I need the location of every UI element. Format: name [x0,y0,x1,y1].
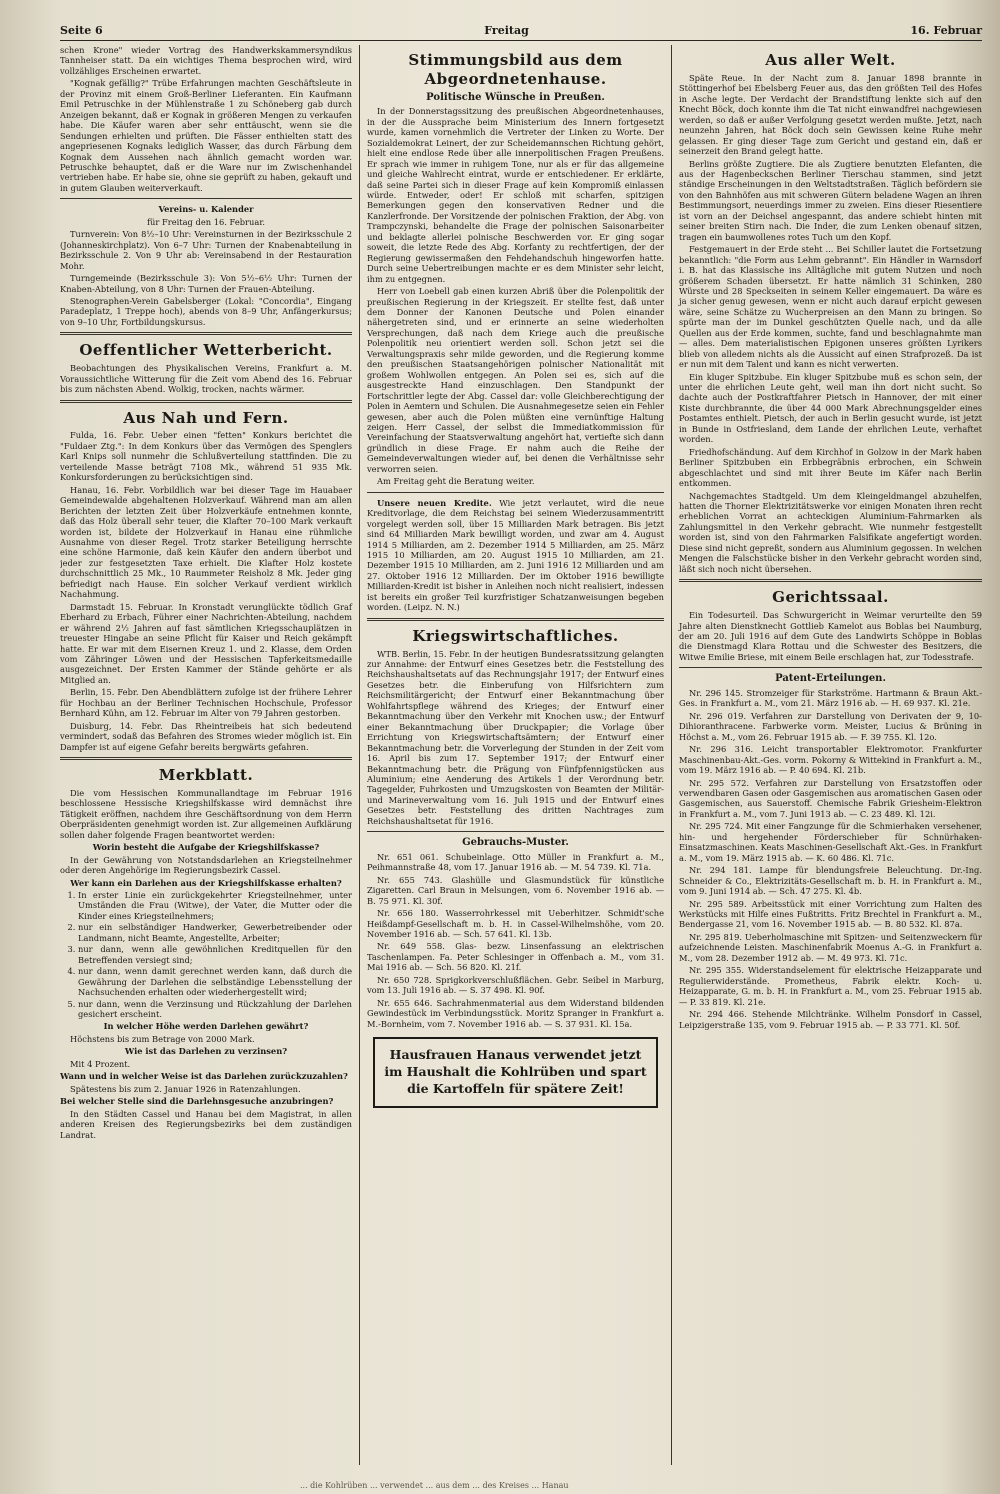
article-text: In der Donnerstagssitzung des preußischen Abgeordnetenhauses, in der die Aussprache beim Ministerium des Innern fortgesetzt wurde, kamen vornehmlich die Vertreter der Linken zu Worte. Der Sozialdemokrat Leinert, der zur Scheidemannschen Richtung gehört, hielt eine endlose Rede über alle innerpolitischen Fragen Preußens. Er sprach wie immer in ruhigem Tone, nur als er für das allgemeine und gleiche Wahlrecht eintrat, wurde er entschiedener. Er erklärte, daß seine Partei sich in dieser Frage auf kein Kompromiß einlassen würde. Entweder, oder! Er schloß mit scharfen, spitzigen Bemerkungen gegen den konservativen Redner und die Kanzlerfronde. Der Vorsitzende der polnischen Fraktion, der Abg. von Trampczynski, behandelte die Frage der polnischen Saisonarbeiter und beklagte allerlei polnische Beschwerden vor. Er ging sogar soweit, die letzte Rede des Abg. Korfanty zu rechtfertigen, der der Regierung gewissermaßen den Fehdehandschuh hingeworfen hatte. Durch seine Uebertreibungen machte er es dem Minister sehr leicht, ihm zu entgegnen. [367,106,664,284]
calendar-title: Vereins- u. Kalender [158,204,254,215]
merkblatt-question: Wer kann ein Darlehen aus der Kriegshilfskasse erhalten? [70,877,342,888]
patent-entry: Nr. 295 355. Widerstandselement für elektrische Heizapparate und Regulierwiderstände. Prometheus, Fabrik elektr. Koch- u. Heizapparate, G. m. b. H. in Frankfurt a. M., vom 25. Februar 1915 ab. — P. 33 819. Kl. 21e. [679,965,982,1007]
patent-entry: Nr. 294 181. Lampe für blendungsfreie Beleuchtung. Dr.-Ing. Schneider & Co., Elektrizitäts-Gesellschaft m. b. H. in Frankfurt a. M., vom 9. Juni 1914 ab. — Sch. 47 275. Kl. 4b. [679,865,982,897]
gebrauchsmuster-entry: Nr. 655 743. Glashülle und Glasmundstück für künstliche Zigaretten. Carl Braun in Melsungen, vom 6. November 1916 ab. — B. 75 971. Kl. 30f. [367,874,664,906]
calendar-entry: Stenographen-Verein Gabelsberger (Lokal: "Concordia", Eingang Paradeplatz, 1 Treppe hoch), abends von 8–9 Uhr, Anfängerkursus; von 9–10 Uhr, Fortbildungskursus. [60,295,352,327]
header-page-number: Seite 6 [60,24,103,37]
patent-entry: Nr. 295 724. Mit einer Fangzunge für die Schmierhaken versehener, hin- und hergehender Förderschieber für Schnürhaken-Einsatzmaschinen. Keats Maschinen-Gesellschaft Akt.-Ges. in Frankfurt a. M., vom 19. März 1915 ab. — K. 60 486. Kl. 71c. [679,821,982,863]
news-item: Berlin, 15. Febr. Den Abendblättern zufolge ist der frühere Lehrer für Hochbau an der Berliner Technischen Hochschule, Professor Bernhard Kühn, am 12. Februar im Alter von 79 Jahren gestorben. [60,687,352,719]
list-item: 5. nur dann, wenn die Verzinsung und Rückzahlung der Darlehen gesichert erscheint. [78,999,352,1020]
news-item: Späte Reue. In der Nacht zum 8. Januar 1898 brannte in Stöttingerhof bei Ebelsberg Feuer aus, das den größten Teil des Hofes in Asche legte. Der Verdacht der Brandstiftung lenkte sich auf den Knecht Böck, doch konnte ihm die Tat nicht einwandfrei nachgewiesen werden, so daß er außer Verfolgung gesetzt werden mußte. Jetzt, nach neunzehn Jahren, hat Böck doch sein Gewissen keine Ruhe mehr gelassen. Er ging dieser Tage zum Gericht und gestand ein, daß er seinerzeit den Brand gelegt hatte. [679,72,982,157]
divider [679,579,982,582]
news-item: Ein kluger Spitzbube. Ein kluger Spitzbube muß es schon sein, der unter die ehrlichen Leute geht, weil man ihn dort nicht sucht. So dachte auch der Postkraftfahrer Pietsch in Hannover, der mit einer Kiste durchbrannte, die über 44 000 Mark Abrechnungsgelder eines Postamtes enthielt. Pietsch, der auch in Berlin gesucht wurde, ist jetzt in Bunde in Ostfriesland, dem Lande der ehrlichen Leute, verhaftet worden. [679,371,982,445]
column-3 [672,45,982,1465]
news-item: Ein Todesurteil. Das Schwurgericht in Weimar verurteilte den 59 Jahre alten Dienstknecht Gottlieb Kamelot aus Boblas bei Naumburg, der am 20. Juli 1916 auf dem Gute des Landwirts Schöppe in Boblas die Dienstmagd Klara Rottau und die Schwester des Besitzers, die Witwe Emilie Briese, mit einem Beile erschlagen hat, zur Todesstrafe. [679,610,982,662]
article-body: Wie jetzt verlautet, wird die neue Kreditvorlage, die dem Reichstag bei seinem Wiederzusammentritt vorgelegt werden soll, über 15 Milliarden Mark betragen. Bis jetzt sind 64 Milliarden Mark bewilligt worden, und zwar am 4. August 1914 5 Milliarden, am 2. Dezember 1914 5 Milliarden, am 25. März 1915 10 Milliarden, am 20. August 1915 10 Milliarden, am 21. Dezember 1915 10 Milliarden, am 2. Juni 1916 12 Milliarden und am 27. Oktober 1916 12 Milliarden. Der im Oktober 1916 bewilligte Milliarden-Kredit ist bisher in Anleihen noch nicht realisiert, indessen ist bereits ein großer Teil kurzfristiger Schatzanweisungen begeben worden. (Leipz. N. N.) [367,497,665,613]
divider [367,618,664,621]
merkblatt-question: Bei welcher Stelle sind die Darlehnsgesuche anzubringen? [60,1096,334,1107]
merkblatt-answer: Höchstens bis zum Betrage von 2000 Mark. [70,1033,255,1044]
patent-entry: Nr. 295 572. Verfahren zur Darstellung von Ersatzstoffen oder verwendbaren Gasen oder Gasgemischen aus aromatischen Gasen oder Gasgemischen, aus Sauerstoff. Chemische Fabrik Griesheim-Elektron in Frankfurt a. M., vom 7. Juni 1913 ab. — C. 23 489. Kl. 12i. [679,777,982,819]
article-text: Herr von Loebell gab einen kurzen Abriß über die Polenpolitik der preußischen Regierung in der Kriegszeit. Er stellte fest, daß unter dem Donner der Kanonen Deutsche und Polen einander nähergetreten sind, und er erinnerte an seine wiederholten Versprechungen, daß nach dem Kriege auch die preußische Polenpolitik neu orientiert werden soll. Schon jetzt sei die Verwaltungspraxis sehr milde geworden, und die Regierung komme den preußischen Staatsangehörigen polnischer Nationalität mit großem Wohlwollen entgegen. An Polen sei es, sich auf die ausgestreckte Hand einzuschlagen. Den Standpunkt der Fortschrittler legte der Abg. Cassel dar: volle Gleichberechtigung der Polen in Aemtern und Schulen. Die Ausnahmegesetze seien ein Fehler gewesen, aber auch die Polen müßten eine vernünftige Haltung zeigen. Herr Cassel, der selbst die Immediatkommission für Vereinfachung der Staatsverwaltung angehört hat, vertiefte sich dann gründlich in diese Frage. Er nahm auch die Reihe der Gemeindeverwaltungen wieder auf, bei denen die Verhältnisse sehr verworren seien. [367,286,664,474]
header-date: 16. Februar [910,24,982,37]
gebrauchsmuster-heading: Gebrauchs-Muster. [462,837,569,849]
column-1 [60,45,360,1465]
section-heading-aus-aller-welt: Aus aller Welt. [765,51,896,69]
patent-heading: Patent-Erteilungen. [775,673,886,685]
divider [60,332,352,335]
merkblatt-intro: Die vom Hessischen Kommunallandtage im Februar 1916 beschlossene Hessische Kriegshilfskasse wird demnächst ihre Tätigkeit eröffnen, nachdem ihre Geschäftsordnung von dem Herrn Oberpräsidenten genehmigt worden ist. Zur allgemeinen Aufklärung sollen daher folgende Fragen beantwortet werden: [60,787,352,840]
section-heading-gerichtssaal: Gerichtssaal. [772,588,889,607]
section-heading-kriegswirtschaft: Kriegswirtschaftliches. [412,626,619,645]
patent-entry: Nr. 296 145. Stromzeiger für Starkströme. Hartmann & Braun Akt.-Ges. in Frankfurt a. M., vom 21. März 1916 ab. — H. 69 937. Kl. 21e. [679,687,982,709]
news-item: Darmstadt 15. Februar. In Kronstadt verunglückte tödlich Graf Eberhard zu Erbach, Führer einer Nachrichten-Abteilung, nachdem er während 2½ Jahren auf fast sämtlichen Kriegsschauplätzen in treuester Hingabe an seine Pflicht für Kaiser und Reich gekämpft hatte. Er war mit dem Eisernen Kreuz 1. und 2. Klasse, dem Orden vom Zähringer Löwen und der Hessischen Tapferkeitsmedaille ausgezeichnet. Der Ersten Kammer der Stände gehörte er als Mitglied an. [60,601,352,685]
merkblatt-question: Worin besteht die Aufgabe der Kriegshilfskasse? [92,842,320,853]
merkblatt-question: In welcher Höhe werden Darlehen gewährt? [103,1021,309,1032]
calendar-entry: Turnverein: Von 8½–10 Uhr: Vereinsturnen in der Bezirksschule 2 (Johanneskirchplatz). Von 6–7 Uhr: Turnen der Knabenabteilung in Bezirksschule 2. Von 9 Uhr ab: Vereinsabend in der Restauration Mohr. [60,229,352,271]
patent-entry: Nr. 296 316. Leicht transportabler Elektromotor. Frankfurter Maschinenbau-Akt.-Ges. vorm. Pokorny & Wittekind in Frankfurt a. M., vom 19. März 1916 ab. — P. 40 694. Kl. 21b. [679,744,982,776]
news-item: Fulda, 16. Febr. Ueber einen "fetten" Konkurs berichtet die "Fuldaer Ztg.": In dem Konkurs über das Vermögen des Spenglers Karl Knips soll nunmehr die Schlußverteilung stattfinden. Die zu verteilende Masse beträgt 7108 Mk., während 51 935 Mk. Konkursforderungen zu berücksichtigen sind. [60,430,352,483]
gebrauchsmuster-entry: Nr. 655 646. Sachrahmenmaterial aus dem Widerstand bildenden Gewindestück im Verbindungsstück. Moritz Spranger in Frankfurt a. M.-Bornheim, vom 7. November 1916 ab. — S. 37 931. Kl. 15a. [367,997,664,1029]
merkblatt-question: Wie ist das Darlehen zu verzinsen? [124,1046,288,1057]
patent-entry: Nr. 295 589. Arbeitsstück mit einer Vorrichtung zum Halten des Werkstücks mit Hilfe eines Fußtritts. Fritz Brechtel in Frankfurt a. M., Bendergasse 21, vom 16. November 1915 ab. — B. 80 532. Kl. 87a. [679,898,982,930]
header-weekday: Freitag [484,24,529,37]
article-text: WTB. Berlin, 15. Febr. In der heutigen Bundesratssitzung gelangten zur Annahme: der Entwurf eines Gesetzes betr. die Feststellung des Reichshaushaltsetats auf das Rechnungsjahr 1917; der Entwurf eines Gesetzes betr. die Einberufung von Hilfsrichtern zum Reichsmilitärgericht; der Entwurf einer Bekanntmachung über Wohlfahrtspflege während des Krieges; der Entwurf einer Bekanntmachung über den Verkehr mit Knochen usw.; der Entwurf einer Bekanntmachung über Druckpapier; die Vorlage über Errichtung von Kriegswirtschaftsämtern; der Entwurf einer Bekanntmachung betr. die Vorverlegung der Stunden in der Zeit vom 16. April bis zum 17. September 1917; der Entwurf einer Bekanntmachung betr. die Prägung von Fünfpfennigstücken aus Aluminium; eine Aenderung des Artikels 1 der Verordnung betr. Tagegelder, Fuhrkosten und Umzugskosten von Beamten der Militär- und Marineverwaltung vom 16. Juli 1915 und der Entwurf eines Gesetzes betr. Feststellung des dritten Nachtrages zum Reichshaushaltsetat für 1916. [367,648,664,826]
gebrauchsmuster-entry: Nr. 656 180. Wasserrohrkessel mit Ueberhitzer. Schmidt'sche Heißdampf-Gesellschaft m. b. H. in Cassel-Wilhelmshöhe, vom 20. November 1916 ab. — Sch. 57 641. Kl. 13b. [367,908,664,940]
patent-entry: Nr. 295 819. Ueberholmaschine mit Spitzen- und Seitenzweckern für aufzeichnende Leisten. Maschinenfabrik Moenus A.-G. in Frankfurt a. M., vom 28. Dezember 1912 ab. — M. 49 973. Kl. 71c. [679,931,982,963]
divider [60,757,352,760]
news-item: Festgemauert in der Erde steht ... Bei Schiller lautet die Fortsetzung bekanntlich: "die Form aus Lehm gebrannt". Ein Händler in Warnsdorf i. B. hat das Klassische ins Alltägliche mit gutem Nutzen und noch größerem Schaden übersetzt. Er hatte nämlich 31 Schinken, 280 Würste und 28 Speckseiten in seinem Keller eingemauert. Da wäre es ja sicher genug gewesen, wenn er nicht auch darauf erpicht gewesen wäre, seine Schätze zu Wucherpreisen an den Mann zu bringen. So spürte man der im Dunkel geschützten Quelle nach, und da alle Quellen aus der Erde kommen, suchte, fand und beschlagnahmte man — alles. Dem materialistischen Epigonen unseres größten Lyrikers blieb von alledem nichts als die Aussicht auf einen Strafprozeß. Da ist er nun mit dem Talent und kann es nicht verwerten. [679,244,982,370]
list-item: 4. nur dann, wenn damit gerechnet werden kann, daß durch die Gewährung der Darlehen die selbständige Lebensstellung der Nachsuchenden erhalten oder wiederhergestellt wird; [78,966,352,997]
page-header [60,24,982,41]
calendar-subtitle: für Freitag den 16. Februar. [146,216,266,227]
divider [679,667,982,668]
gebrauchsmuster-entry: Nr. 651 061. Schubeinlage. Otto Müller in Frankfurt a. M., Peihmannstraße 48, vom 17. Januar 1916 ab. — M. 54 739. Kl. 71a. [367,851,664,873]
news-item: Friedhofschändung. Auf dem Kirchhof in Golzow in der Mark haben Berliner Spitzbuben ein Erbbegräbnis erbrochen, ein Schwein abgeschlachtet und sind mit ihrer Beute im Käfer nach Berlin entkommen. [679,446,982,489]
article-text: Am Freitag geht die Beratung weiter. [377,476,535,487]
news-item: Nachgemachtes Stadtgeld. Um dem Kleingeldmangel abzuhelfen, hatten die Thorner Elektrizitätswerke vor einigen Monaten ihren recht erheblichen Vorrat an achteckigen Aluminium-Fahrmarken als Zahlungsmittel in den Verkehr gebracht. Wie nunmehr festgestellt worden ist, sind von den Fahrmarken Falsifikate angefertigt worden. Diese sind nicht gepreßt, sondern aus Aluminium gegossen. In welchen Mengen die Falschstücke bisher in den Verkehr gebracht worden sind, läßt sich noch nicht übersehen. [679,490,982,574]
page-footer-text: ... die Kohlrüben ... verwendet ... aus dem ... des Kreises ... Hanau [300,1481,569,1490]
merkblatt-question: Wann und in welcher Weise ist das Darlehen zurückzuzahlen? [60,1071,348,1082]
article-text: schen Krone" wieder Vortrag des Handwerkskammersyndikus Tannheiser statt. Da ein wichtiges Thema besprochen wird, wird vollzähliges Erscheinen erwartet. [60,45,352,76]
calendar-entry: Turngemeinde (Bezirksschule 3): Von 5½–6½ Uhr: Turnen der Knaben-Abteilung, von 8 Uhr: Turnen der Frauen-Abteilung. [60,273,352,294]
news-item: Hanau, 16. Febr. Vorbildlich war bei dieser Tage im Hauabaer Gemeindewalde abgehaltenen Holzverkauf. Während man am allen Berichten der letzten Zeit über Holzverkäufe entnehmen konnte, daß das Holz überall sehr teuer, die Klafter 70–100 Mark verkauft worden ist, bildete der Holzverkauf in Hanau eine rühmliche Ausnahme von dieser Regel. Trotz starker Beteiligung herrschte eine schöne Harmonie, daß kein Käufer den andern überbot und jeder zur festgesetzten Taxe erhielt. Die Klafter Holz kostete durchschnittlich 25 Mk., 10 Raummeter Reisholz 8 Mk. Jeder ging befriedigt nach Hause. Ein solcher Verkauf verdient wirklich Nachahmung. [60,484,352,600]
weather-heading: Oeffentlicher Wetterbericht. [79,341,333,360]
list-item: 1. In erster Linie ein zurückgekehrter Kriegsteilnehmer, unter Umständen die Frau (Witwe), der Vater, die Mutter oder die Kinder eines Kriegsteilnehmers; [78,890,352,921]
merkblatt-answer: In der Gewährung von Notstandsdarlehen an Kriegsteilnehmer oder deren Angehörige im Regierungsbezirk Cassel. [60,854,352,876]
gebrauchsmuster-entry: Nr. 649 558. Glas- bezw. Linsenfassung an elektrischen Taschenlampen. Fa. Peter Schlesinger in Offenbach a. M., vom 31. Mai 1916 ab. — Sch. 56 820. Kl. 21f. [367,941,664,973]
divider [60,198,352,199]
list-item: 2. nur ein selbständiger Handwerker, Gewerbetreibender oder Landmann, nicht Beamte, Angestellte, Arbeiter; [78,922,352,943]
list-item: 3. nur dann, wenn alle gewöhnlichen Kreditquellen für den Betreffenden versiegt sind; [78,944,352,965]
section-heading-nah-fern: Aus Nah und Fern. [123,408,289,427]
weather-text: Beobachtungen des Physikalischen Vereins, Frankfurt a. M. Voraussichtliche Witterung für die Zeit vom Abend des 16. Februar bis zum nächsten Abend. Wolkig, trocken, nachts wärmer. [60,363,352,395]
section-heading-merkblatt: Merkblatt. [158,766,254,785]
article-lead: Unsere neuen Kredite. [377,497,492,508]
gebrauchsmuster-entry: Nr. 650 728. Sprigkorkverschlußflächen. Gebr. Seibel in Marburg, vom 13. Juli 1916 ab. — S. 37 498. Kl. 90f. [367,974,664,996]
divider [60,400,352,403]
divider [367,492,664,493]
merkblatt-answer: In den Städten Cassel und Hanau bei dem Magistrat, in allen anderen Kreisen des Regierungsbezirks bei dem zuständigen Landrat. [60,1108,352,1140]
article-text [367,498,664,613]
news-item: Berlins größte Zugtiere. Die als Zugtiere benutzten Elefanten, die aus der Hagenbeckschen Berliner Tierschau stammen, sind jetzt ständige Erscheinungen in den Weltstadtstraßen. Täglich befördern sie von den Bahnhöfen aus mit schweren Gütern beladene Wagen an ihren Bestimmungsort, neuerdings immer zu zweien. Eins dieser Riesentiere ist vorn an der Deichsel angespannt, das andere schiebt hinten mit seiner breiten Stirn nach. Die Inder, die zum Lenken obenauf sitzen, tragen ein baumwollenes rotes Tuch um den Kopf. [679,158,982,242]
column-2 [360,45,672,1465]
merkblatt-answer: Spätestens bis zum 2. Januar 1926 in Ratenzahlungen. [70,1083,301,1094]
article-subheading: Politische Wünsche in Preußen. [426,91,605,103]
advertisement-box: Hausfrauen Hanaus verwendet jetzt im Haushalt die Kohlrüben und spart die Kartoffeln für spätere Zeit! [373,1037,658,1108]
section-heading-abgeordnetenhaus: Stimmungsbild aus dem Abgeordnetenhause. [408,51,623,88]
news-item: Duisburg, 14. Febr. Das Rheintreibeis hat sich bedeutend vermindert, sodaß das Befahren des Stromes wieder möglich ist. Ein Dampfer ist auf eigene Gefahr bereits bergwärts gefahren. [60,720,352,752]
divider [367,831,664,832]
merkblatt-list [78,890,352,1019]
article-text: "Kognak gefällig?" Trübe Erfahrungen machten Geschäftsleute in der Provinz mit einem Groß-Berliner Lieferanten. Ein Kaufmann Emil Petruschke in der Mühlenstraße 1 zu Schöneberg gab durch Anzeigen bekannt, daß er Kognak in größeren Mengen zu verkaufen habe. Die Käufer waren aber sehr enttäuscht, wenn sie die Sendungen erhielten und prüften. Die Fässer enthielten statt des angepriesenen Kognaks lediglich Wasser, das durch Färbung dem Kognak dem Aussehen nach ähnlich gemacht worden war. Petruschke behauptet, daß er die Ware nur im Zwischenhandel vertrieben habe. Er habe sie, ohne sie geprüft zu haben, gekauft und in gutem Glauben weiterverkauft. [60,78,352,193]
merkblatt-answer: Mit 4 Prozent. [70,1058,131,1069]
patent-entry: Nr. 294 466. Stehende Milchtränke. Wilhelm Ponsdorf in Cassel, Leipzigerstraße 135, vom 9. Februar 1915 ab. — P. 33 771. Kl. 50f. [679,1009,982,1030]
patent-entry: Nr. 296 019. Verfahren zur Darstellung von Derivaten der 9, 10-Dihioranthracene. Farbwerke vorm. Meister, Lucius & Brüning in Höchst a. M., vom 26. Februar 1915 ab. — F. 39 755. Kl. 12o. [679,710,982,742]
